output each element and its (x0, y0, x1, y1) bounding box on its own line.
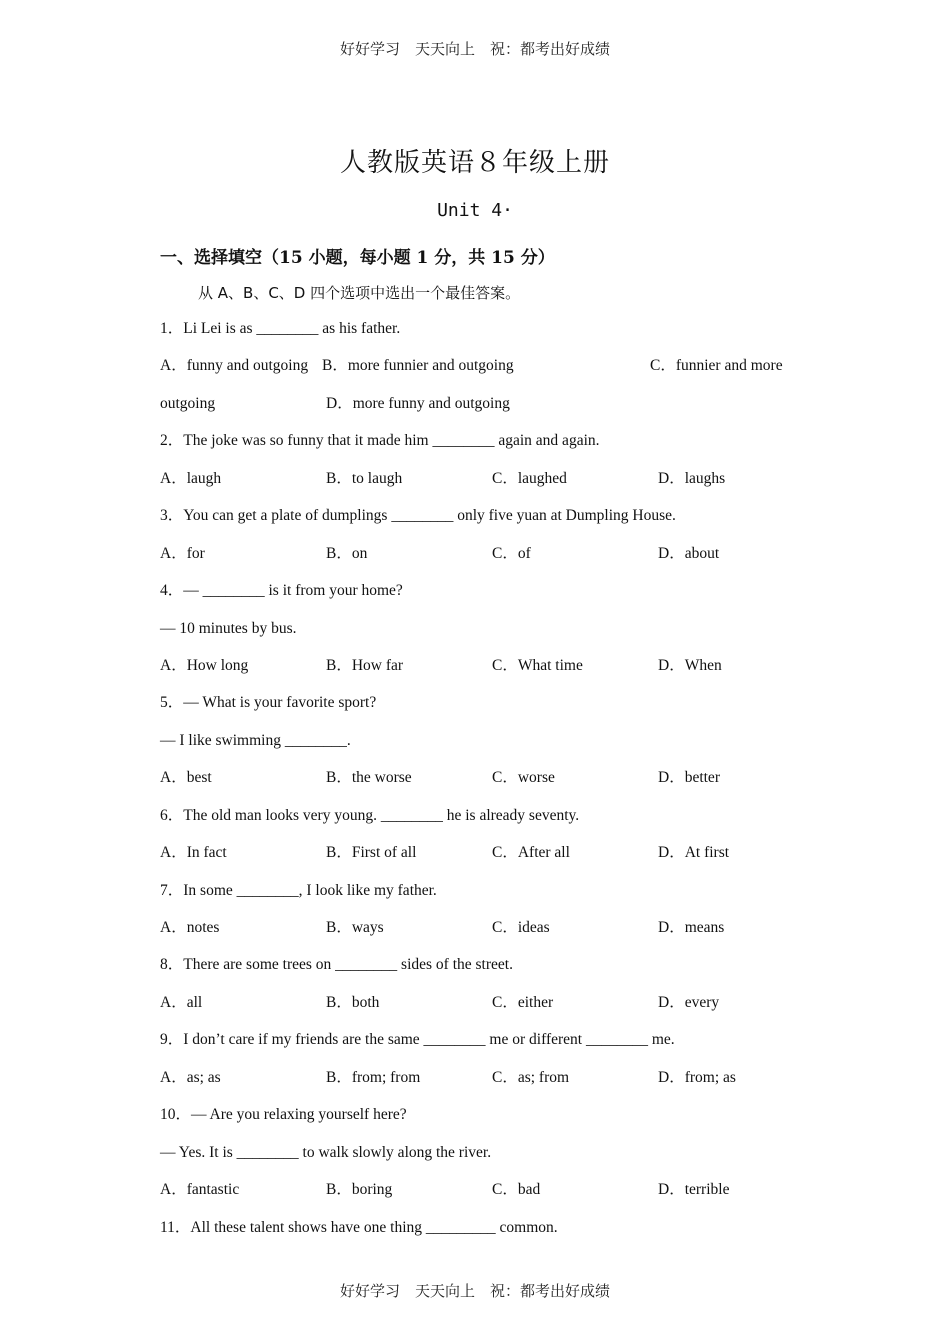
option-c: C．of (492, 544, 531, 562)
option-c: C．as; from (492, 1068, 570, 1086)
question-stem: 7．In some ________, I look like my father. (160, 881, 437, 899)
option-a: A．funny and outgoing (160, 357, 309, 375)
option-c: C．After all (492, 844, 570, 862)
page-footer: 好好学习 天天向上 祝：都考出好成绩 (339, 1282, 610, 1300)
option-b: B．First of all (326, 844, 417, 862)
option-d: D．At first (658, 844, 730, 862)
question-stem: 4．— ________ is it from your home? (160, 582, 403, 600)
question-stem: 11．All these talent shows have one thing _________ common. (160, 1218, 558, 1236)
question-options (160, 460, 800, 497)
option-a: A．notes (160, 919, 220, 936)
option-b: B．to laugh (326, 469, 403, 487)
option-b: B．How far (326, 656, 404, 674)
option-c: C．either (492, 993, 554, 1011)
option-d: D．more funny and outgoing (326, 394, 510, 412)
page-header: 好好学习 天天向上 祝：都考出好成绩 (339, 40, 610, 58)
option-d: D．about (658, 544, 720, 562)
option-c: C．ideas (492, 919, 550, 936)
option-a: A．best (160, 769, 212, 787)
section-heading: 一、选择填空（15 小题，每小题 1 分，共 15 分） (160, 248, 555, 268)
question-options (160, 1171, 800, 1208)
option-a: A．as; as (160, 1068, 221, 1086)
option-a: A．fantastic (160, 1181, 240, 1199)
question-options (160, 759, 800, 796)
option-b: B．from; from (326, 1068, 421, 1086)
question-options (160, 1059, 800, 1096)
option-c: C．laughed (492, 469, 567, 487)
question-options (160, 909, 800, 946)
option-c: C．worse (492, 769, 555, 787)
option-a: A．laugh (160, 469, 222, 487)
section-instruction: 从 A、B、C、D 四个选项中选出一个最佳答案。 (198, 284, 521, 302)
option-d: D．means (658, 919, 725, 936)
option-c: C．bad (492, 1181, 541, 1199)
page-title: 人教版英语８年级上册 (339, 148, 610, 178)
question-options (160, 535, 800, 572)
question-stem: 8．There are some trees on ________ sides of the street. (160, 956, 513, 974)
option-b: B．on (326, 544, 368, 562)
question-stem: 2．The joke was so funny that it made him ________ again and again. (160, 432, 600, 450)
option-c: C．What time (492, 656, 583, 674)
question-list (160, 310, 800, 1246)
question-options (160, 984, 800, 1021)
option-b: B．both (326, 993, 380, 1011)
question-stem-response: — I like swimming ________. (160, 731, 351, 749)
option-d: D．When (658, 656, 722, 674)
option-c: C．funnier and more (650, 357, 783, 375)
question-stem-response: — 10 minutes by bus. (160, 619, 297, 637)
option-d: D．better (658, 769, 720, 787)
option-a: A．How long (160, 656, 249, 674)
option-c-continued: outgoing (160, 394, 216, 412)
option-d: D．every (658, 993, 720, 1011)
unit-subtitle: Unit 4· (437, 200, 513, 221)
question-stem: 5．— What is your favorite sport? (160, 694, 377, 712)
question-options (160, 834, 800, 871)
option-d: D．laughs (658, 469, 726, 487)
option-b: B．the worse (326, 769, 412, 787)
question-stem: 10．— Are you relaxing yourself here? (160, 1106, 407, 1124)
option-d: D．terrible (658, 1181, 730, 1199)
option-b: B．more funnier and outgoing (322, 357, 514, 375)
option-a: A．all (160, 993, 203, 1011)
option-b: B．ways (326, 919, 384, 936)
option-d: D．from; as (658, 1068, 736, 1086)
option-a: A．for (160, 544, 205, 562)
question-stem: 1．Li Lei is as ________ as his father. (160, 320, 401, 337)
question-stem: 3．You can get a plate of dumplings ________ only five yuan at Dumpling House. (160, 507, 676, 525)
option-a: A．In fact (160, 844, 227, 862)
question-options (160, 347, 800, 384)
question-stem: 6．The old man looks very young. ________ he is already seventy. (160, 806, 580, 824)
question-options (160, 385, 800, 422)
option-b: B．boring (326, 1181, 393, 1199)
question-stem: 9．I don’t care if my friends are the same ________ me or different ________ me. (160, 1031, 675, 1049)
question-stem-response: — Yes. It is ________ to walk slowly along the river. (160, 1143, 492, 1161)
question-options (160, 647, 800, 684)
